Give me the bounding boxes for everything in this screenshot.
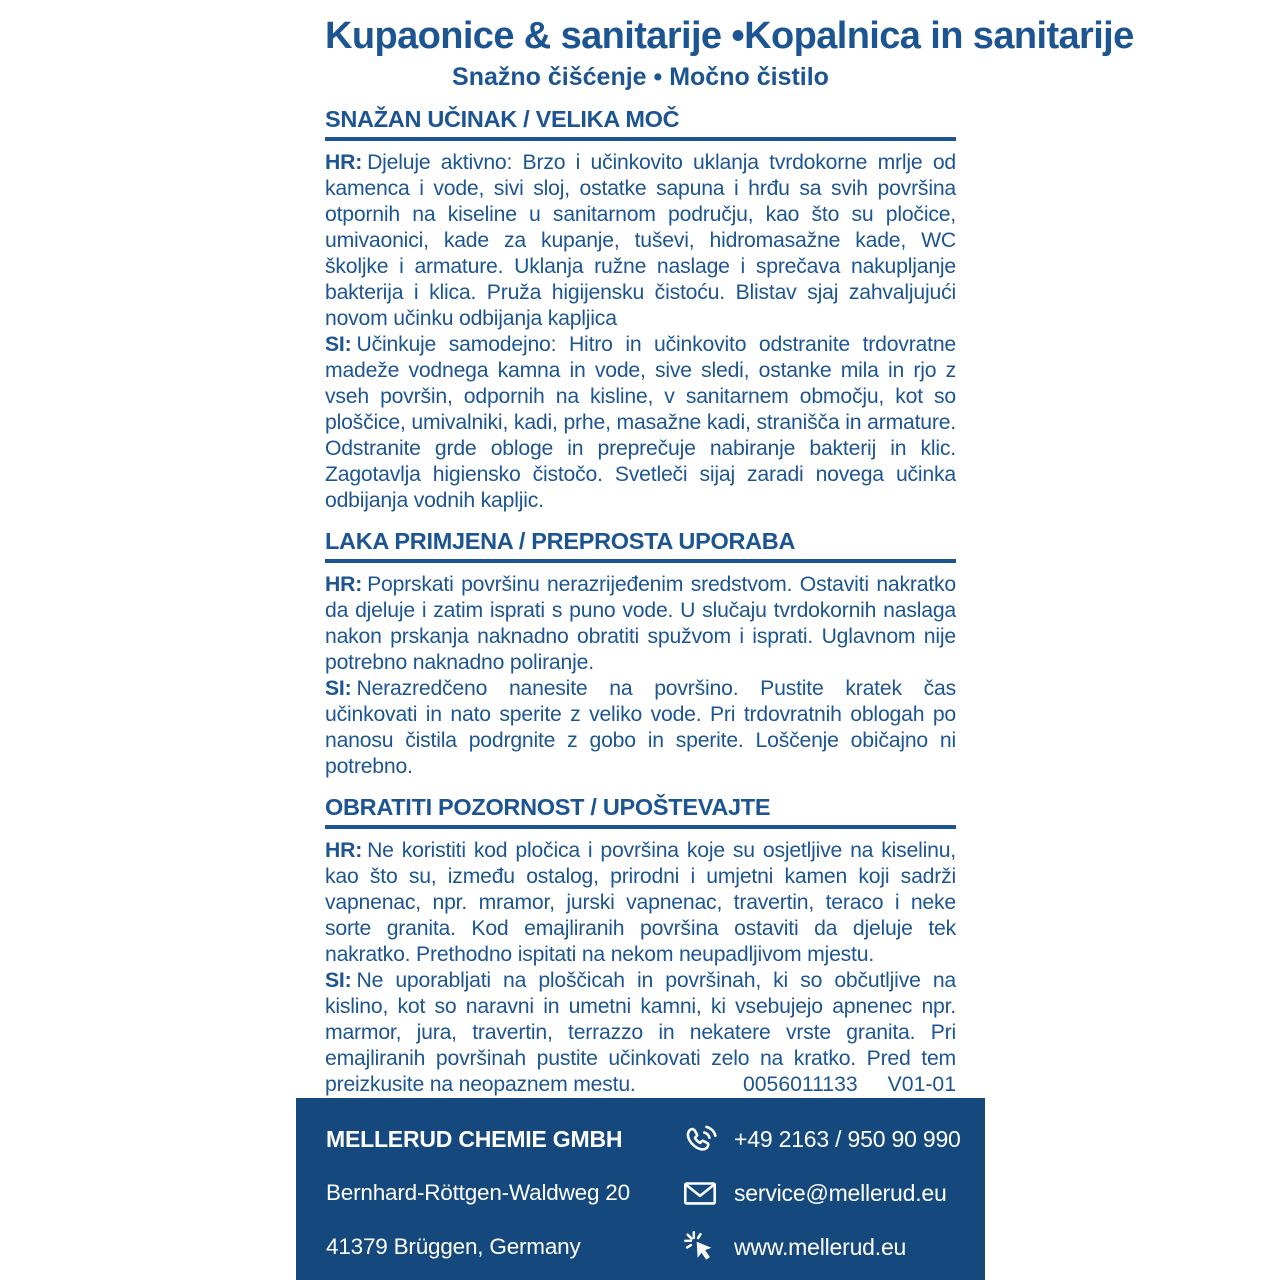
address-city: 41379 Brüggen, Germany [326,1234,581,1259]
footer-row-city-website [326,1220,961,1274]
section-strong-effect [325,106,956,514]
paragraph-text: Nerazredčeno nanesite na površino. Pustite kratek čas učinkovati in nato sperite z veliko vode. Pri trdovratnih oblogah po nanosu čistila podrgnite z gobo in sperite. Loščenje običajno ni potrebno. [325,677,956,778]
email-address: service@mellerud.eu [734,1179,947,1206]
footer-row-address-email [326,1166,961,1220]
footer [296,1098,985,1280]
article-number: 0056011133 [742,1073,858,1096]
paragraph-si [325,968,956,1098]
paragraph-si [325,332,956,514]
ringing-phone-icon [680,1119,720,1159]
paragraph-text: Učinkuje samodejno: Hitro in učinkovito odstranite trdovratne madeže vodnega kamna in vode, sive sledi, ostanke mila in rjo z vseh površin, odpornih na kisline, v sanitarnem območju, kot so ploščice, umivalniki, kadi, prhe, masažne kadi, stranišča in armature. Odstranite grde obloge in preprečuje nabiranje bakterij in klic. Zagotavlja higiensko čistočo. Svetleči sijaj zaradi novega učinka odbijanja vodnih kapljic. [325,333,956,512]
section-heading-attention: OBRATITI POZORNOST / UPOŠTEVAJTE [325,794,956,829]
label-subtitle: Snažno čišćenje • Močno čistilo [452,63,829,91]
section-heading-strong-effect: SNAŽAN UČINAK / VELIKA MOČ [325,106,956,141]
section-body [325,838,956,1098]
paragraph-hr [325,150,956,332]
paragraph-text: Ne uporabljati na ploščicah in površinah, ki so občutljive na kislino, kot so naravni in umetni kamni, ki vsebujejo apnenec npr. marmor, jura, travertin, terrazzo in nekatere vrste granita. Pri emajliranih površinah pustite učinkovati zelo na kratko. Pred tem preizkusite na neopaznem mestu. [325,969,956,1096]
version-code: V01-01 [887,1073,956,1096]
language-prefix-si: SI: [325,333,352,356]
label-header [325,15,1134,92]
label-content [296,0,1134,1098]
language-prefix-hr: HR: [325,573,363,596]
paragraph-si [325,676,956,780]
phone-number: +49 2163 / 950 90 990 [734,1125,961,1152]
section-body [325,572,956,780]
website-url: www.mellerud.eu [734,1233,907,1260]
language-prefix-si: SI: [325,677,352,700]
article-code-line [743,1072,956,1098]
paragraph-text: Ne koristiti kod pločica i površina koje su osjetljive na kiselinu, kao što su, između ostalog, prirodni i umjetni kamen koji sadrži vapnenac, npr. mramor, jurski vapnenac, travertin, teraco i neke sorte granita. Kod emajliranih površina ostaviti da djeluje tek nakratko. Prethodno ispitati na nekom neupadljivom mjestu. [325,839,956,966]
paragraph-hr [325,572,956,676]
language-prefix-hr: HR: [325,839,363,862]
section-heading-easy-use: LAKA PRIMJENA / PREPROSTA UPORABA [325,528,956,563]
paragraph-hr [325,838,956,968]
section-body [325,150,956,514]
envelope-icon [680,1173,720,1213]
language-prefix-si: SI: [325,969,352,992]
language-prefix-hr: HR: [325,151,363,174]
paragraph-text: Djeluje aktivno: Brzo i učinkovito uklanja tvrdokorne mrlje od kamenca i vode, sivi sloj, ostatke sapuna i hrđu sa svih površina otpornih na kiseline u sanitarnom području, kao što su pločice, umivaonici, kade za kupanje, tuševi, hidromasažne kade, WC školjke i armature. Uklanja ružne naslage i sprečava nakupljanje bakterija i klica. Pruža higijensku čistoću. Blistav sjaj zahvaljujući novom učinku odbijanja kapljica [325,151,956,330]
footer-row-company-phone [326,1112,961,1166]
section-attention [325,794,956,1098]
paragraph-text: Poprskati površinu nerazrijeđenim sredstvom. Ostaviti nakratko da djeluje i zatim isprati s puno vode. U slučaju tvrdokornih naslaga nakon prskanja naknadno obratiti spužvom i isprati. Uglavnom nije potrebno naknadno poliranje. [325,573,956,674]
company-name: MELLERUD CHEMIE GMBH [326,1125,623,1152]
address-street: Bernhard-Röttgen-Waldweg 20 [326,1180,630,1205]
label-title: Kupaonice & sanitarije •Kopalnica in sanitarije [325,15,1134,57]
section-easy-use [325,528,956,780]
click-cursor-icon [680,1227,720,1267]
